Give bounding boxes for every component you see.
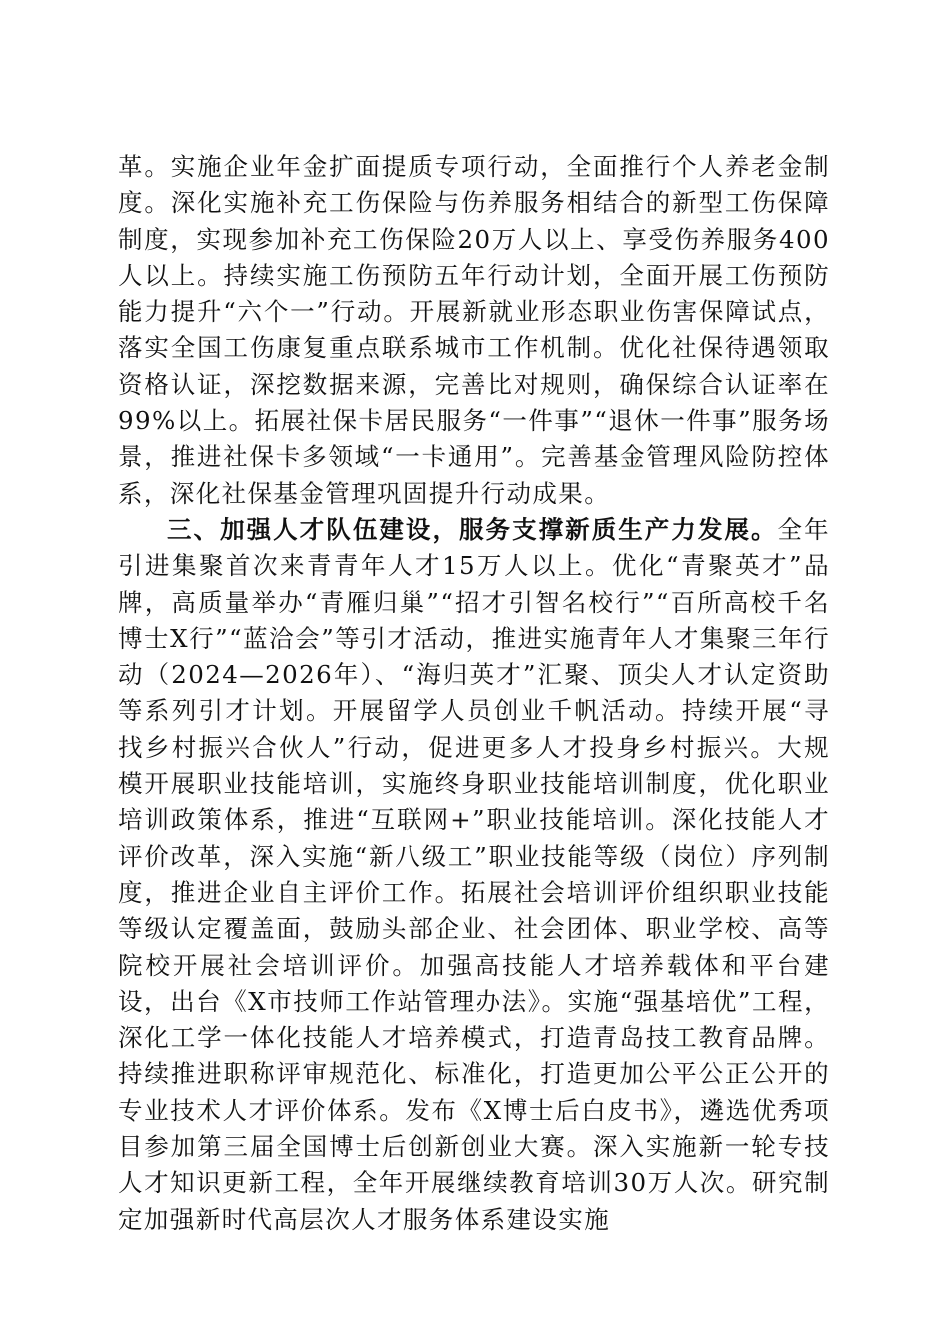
section-body-text: 全年引进集聚首次来青青年人才15万人以上。优化“青聚英才”品牌，高质量举办“青雁归巢”“招才引智名校行”“百所高校千名博士X行”“蓝洽会”等引才活动，推进实施青年人才集聚三年行动（2024—2026年）、“海归英才”汇聚、顶尖人才认定资助等系列引才计划。开展留学人员创业千帆活动。持续开展“寻找乡村振兴合伙人”行动，促进更多人才投身乡村振兴。大规模开展职业技能培训，实施终身职业技能培训制度，优化职业培训政策体系，推进“互联网+”职业技能培训。深化技能人才评价改革，深入实施“新八级工”职业技能等级（岗位）序列制度，推进企业自主评价工作。拓展社会培训评价组织职业技能等级认定覆盖面，鼓励头部企业、社会团体、职业学校、高等院校开展社会培训评价。加强高技能人才培养载体和平台建设，出台《X市技师工作站管理办法》。实施“强基培优”工程，深化工学一体化技能人才培养模式，打造青岛技工教育品牌。持续推进职称评审规范化、标准化，打造更加公平公正公开的专业技术人才评价体系。发布《X博士后白皮书》，遴选优秀项目参加第三届全国博士后创新创业大赛。深入实施新一轮专技人才知识更新工程，全年开展继续教育培训30万人次。研究制定加强新时代高层次人才服务体系建设实施 [118, 514, 830, 1234]
document-body [118, 149, 830, 1238]
paragraph-talent-section [118, 512, 830, 1238]
paragraph-social-insurance: 革。实施企业年金扩面提质专项行动，全面推行个人养老金制度。深化实施补充工伤保险与伤养服务相结合的新型工伤保障制度，实现参加补充工伤保险20万人以上、享受伤养服务400人以上。持续实施工伤预防五年行动计划，全面开展工伤预防能力提升“六个一”行动。开展新就业形态职业伤害保障试点，落实全国工伤康复重点联系城市工作机制。优化社保待遇领取资格认证，深挖数据来源，完善比对规则，确保综合认证率在99%以上。拓展社保卡居民服务“一件事”“退休一件事”服务场景，推进社保卡多领域“一卡通用”。完善基金管理风险防控体系，深化社保基金管理巩固提升行动成果。 [118, 152, 830, 508]
section-heading: 三、加强人才队伍建设，服务支撑新质生产力发展。 [167, 514, 778, 544]
